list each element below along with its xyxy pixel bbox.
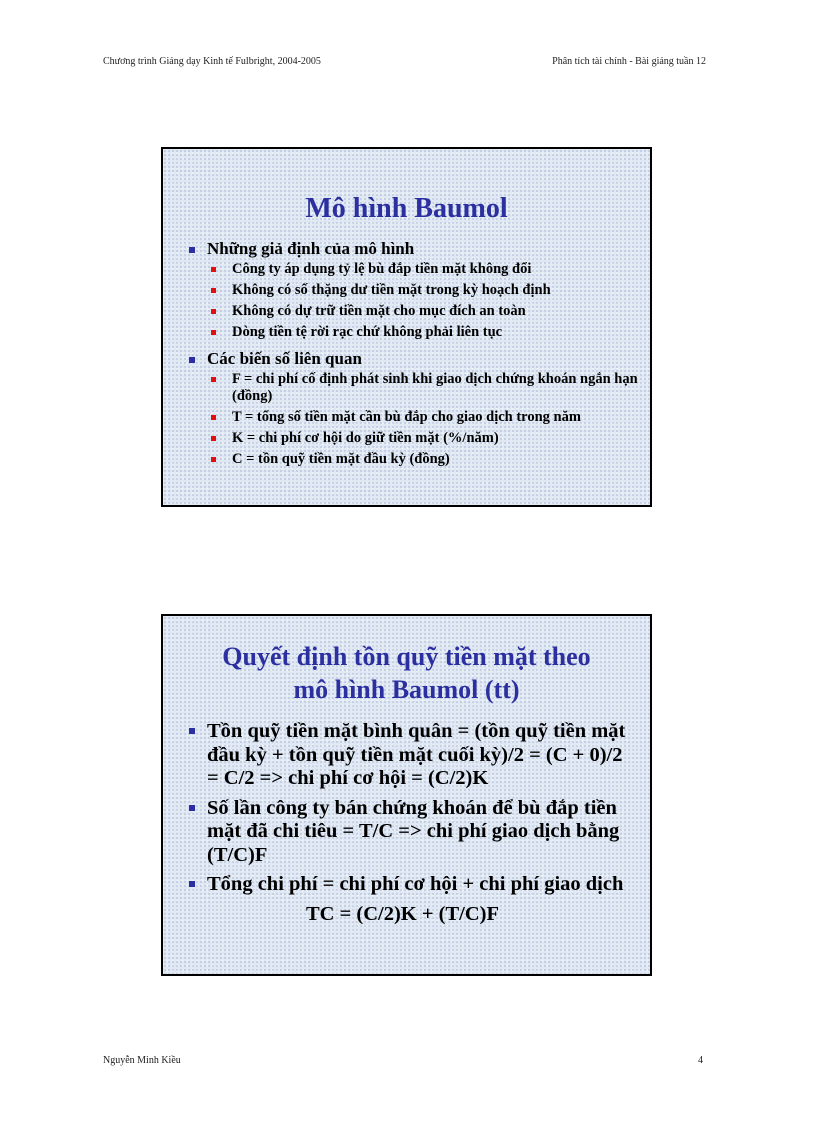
sub-bullet [211, 451, 640, 468]
bullet-list [163, 225, 650, 474]
square-bullet-icon [211, 457, 216, 462]
bullet-assumptions [189, 239, 640, 259]
square-bullet-icon [211, 415, 216, 420]
page-number: 4 [698, 1055, 703, 1066]
footer-author: Nguyễn Minh Kiều [103, 1055, 181, 1066]
sub-bullet [211, 324, 640, 341]
sub-bullet [211, 261, 640, 278]
sub-bullet [211, 430, 640, 447]
slide-title [163, 616, 650, 706]
square-bullet-icon [211, 267, 216, 272]
sub-bullet-text: C = tồn quỹ tiền mặt đầu kỳ (đồng) [232, 450, 450, 467]
sub-bullet-text: Công ty áp dụng tỷ lệ bù đắp tiền mặt không đổi [232, 261, 532, 277]
sub-list [189, 369, 640, 474]
sub-bullet [211, 282, 640, 299]
square-bullet-icon [211, 436, 216, 441]
square-bullet-icon [189, 728, 195, 734]
header-lecture-title: Phân tích tài chính - Bài giảng tuần 12 [552, 56, 706, 67]
slide-baumol-model [161, 147, 652, 507]
square-bullet-icon [211, 330, 216, 335]
square-bullet-icon [189, 357, 195, 363]
square-bullet-icon [189, 881, 195, 887]
sub-bullet [211, 371, 640, 404]
bullet-variables [189, 349, 640, 369]
bullet-text: Số lần công ty bán chứng khoán để bù đắp tiền mặt đã chi tiêu = T/C => chi phí giao dịch bằng (T/C)F [207, 796, 620, 866]
bullet-transactions [189, 797, 636, 868]
slide-title-line1: Quyết định tồn quỹ tiền mặt theo [222, 642, 591, 671]
bullet-average-cash [189, 720, 636, 791]
sub-list [189, 259, 640, 347]
bullet-total-cost [189, 873, 636, 897]
bullet-text: Các biến số liên quan [207, 349, 362, 368]
bullet-text: Tồn quỹ tiền mặt bình quân = (tồn quỹ tiền mặt đầu kỳ + tồn quỹ tiền mặt cuối kỳ)/2 = (C + 0)/2 = C/2 => chi phí cơ hội = (C/2)K [207, 720, 626, 789]
bullet-text: Những giả định của mô hình [207, 239, 415, 258]
slide-title: Mô hình Baumol [305, 193, 508, 224]
sub-bullet-text: K = chi phí cơ hội do giữ tiền mặt (%/năm) [232, 429, 499, 446]
sub-bullet-text: F = chi phí cố định phát sinh khi giao dịch chứng khoán ngắn hạn (đồng) [232, 371, 638, 404]
slide-title-line2: mô hình Baumol (tt) [293, 675, 520, 704]
sub-bullet-text: Dòng tiền tệ rời rạc chứ không phải liên tục [232, 324, 503, 340]
sub-bullet [211, 303, 640, 320]
square-bullet-icon [189, 805, 195, 811]
sub-bullet-text: Không có dự trữ tiền mặt cho mục đích an toàn [232, 303, 526, 319]
sub-bullet-text: Không có số thặng dư tiền mặt trong kỳ hoạch định [232, 282, 551, 298]
bullet-list [163, 706, 650, 926]
sub-bullet [211, 409, 640, 426]
header-course-title: Chương trình Giảng dạy Kinh tế Fulbright, 2004-2005 [103, 56, 321, 67]
total-cost-formula: TC = (C/2)K + (T/C)F [305, 902, 500, 925]
square-bullet-icon [211, 288, 216, 293]
slide-cash-decision [161, 614, 652, 976]
bullet-text: Tổng chi phí = chi phí cơ hội + chi phí giao dịch [207, 873, 624, 895]
square-bullet-icon [211, 309, 216, 314]
sub-bullet-text: T = tổng số tiền mặt cần bù đắp cho giao dịch trong năm [232, 408, 581, 425]
square-bullet-icon [211, 377, 216, 382]
square-bullet-icon [189, 247, 195, 253]
